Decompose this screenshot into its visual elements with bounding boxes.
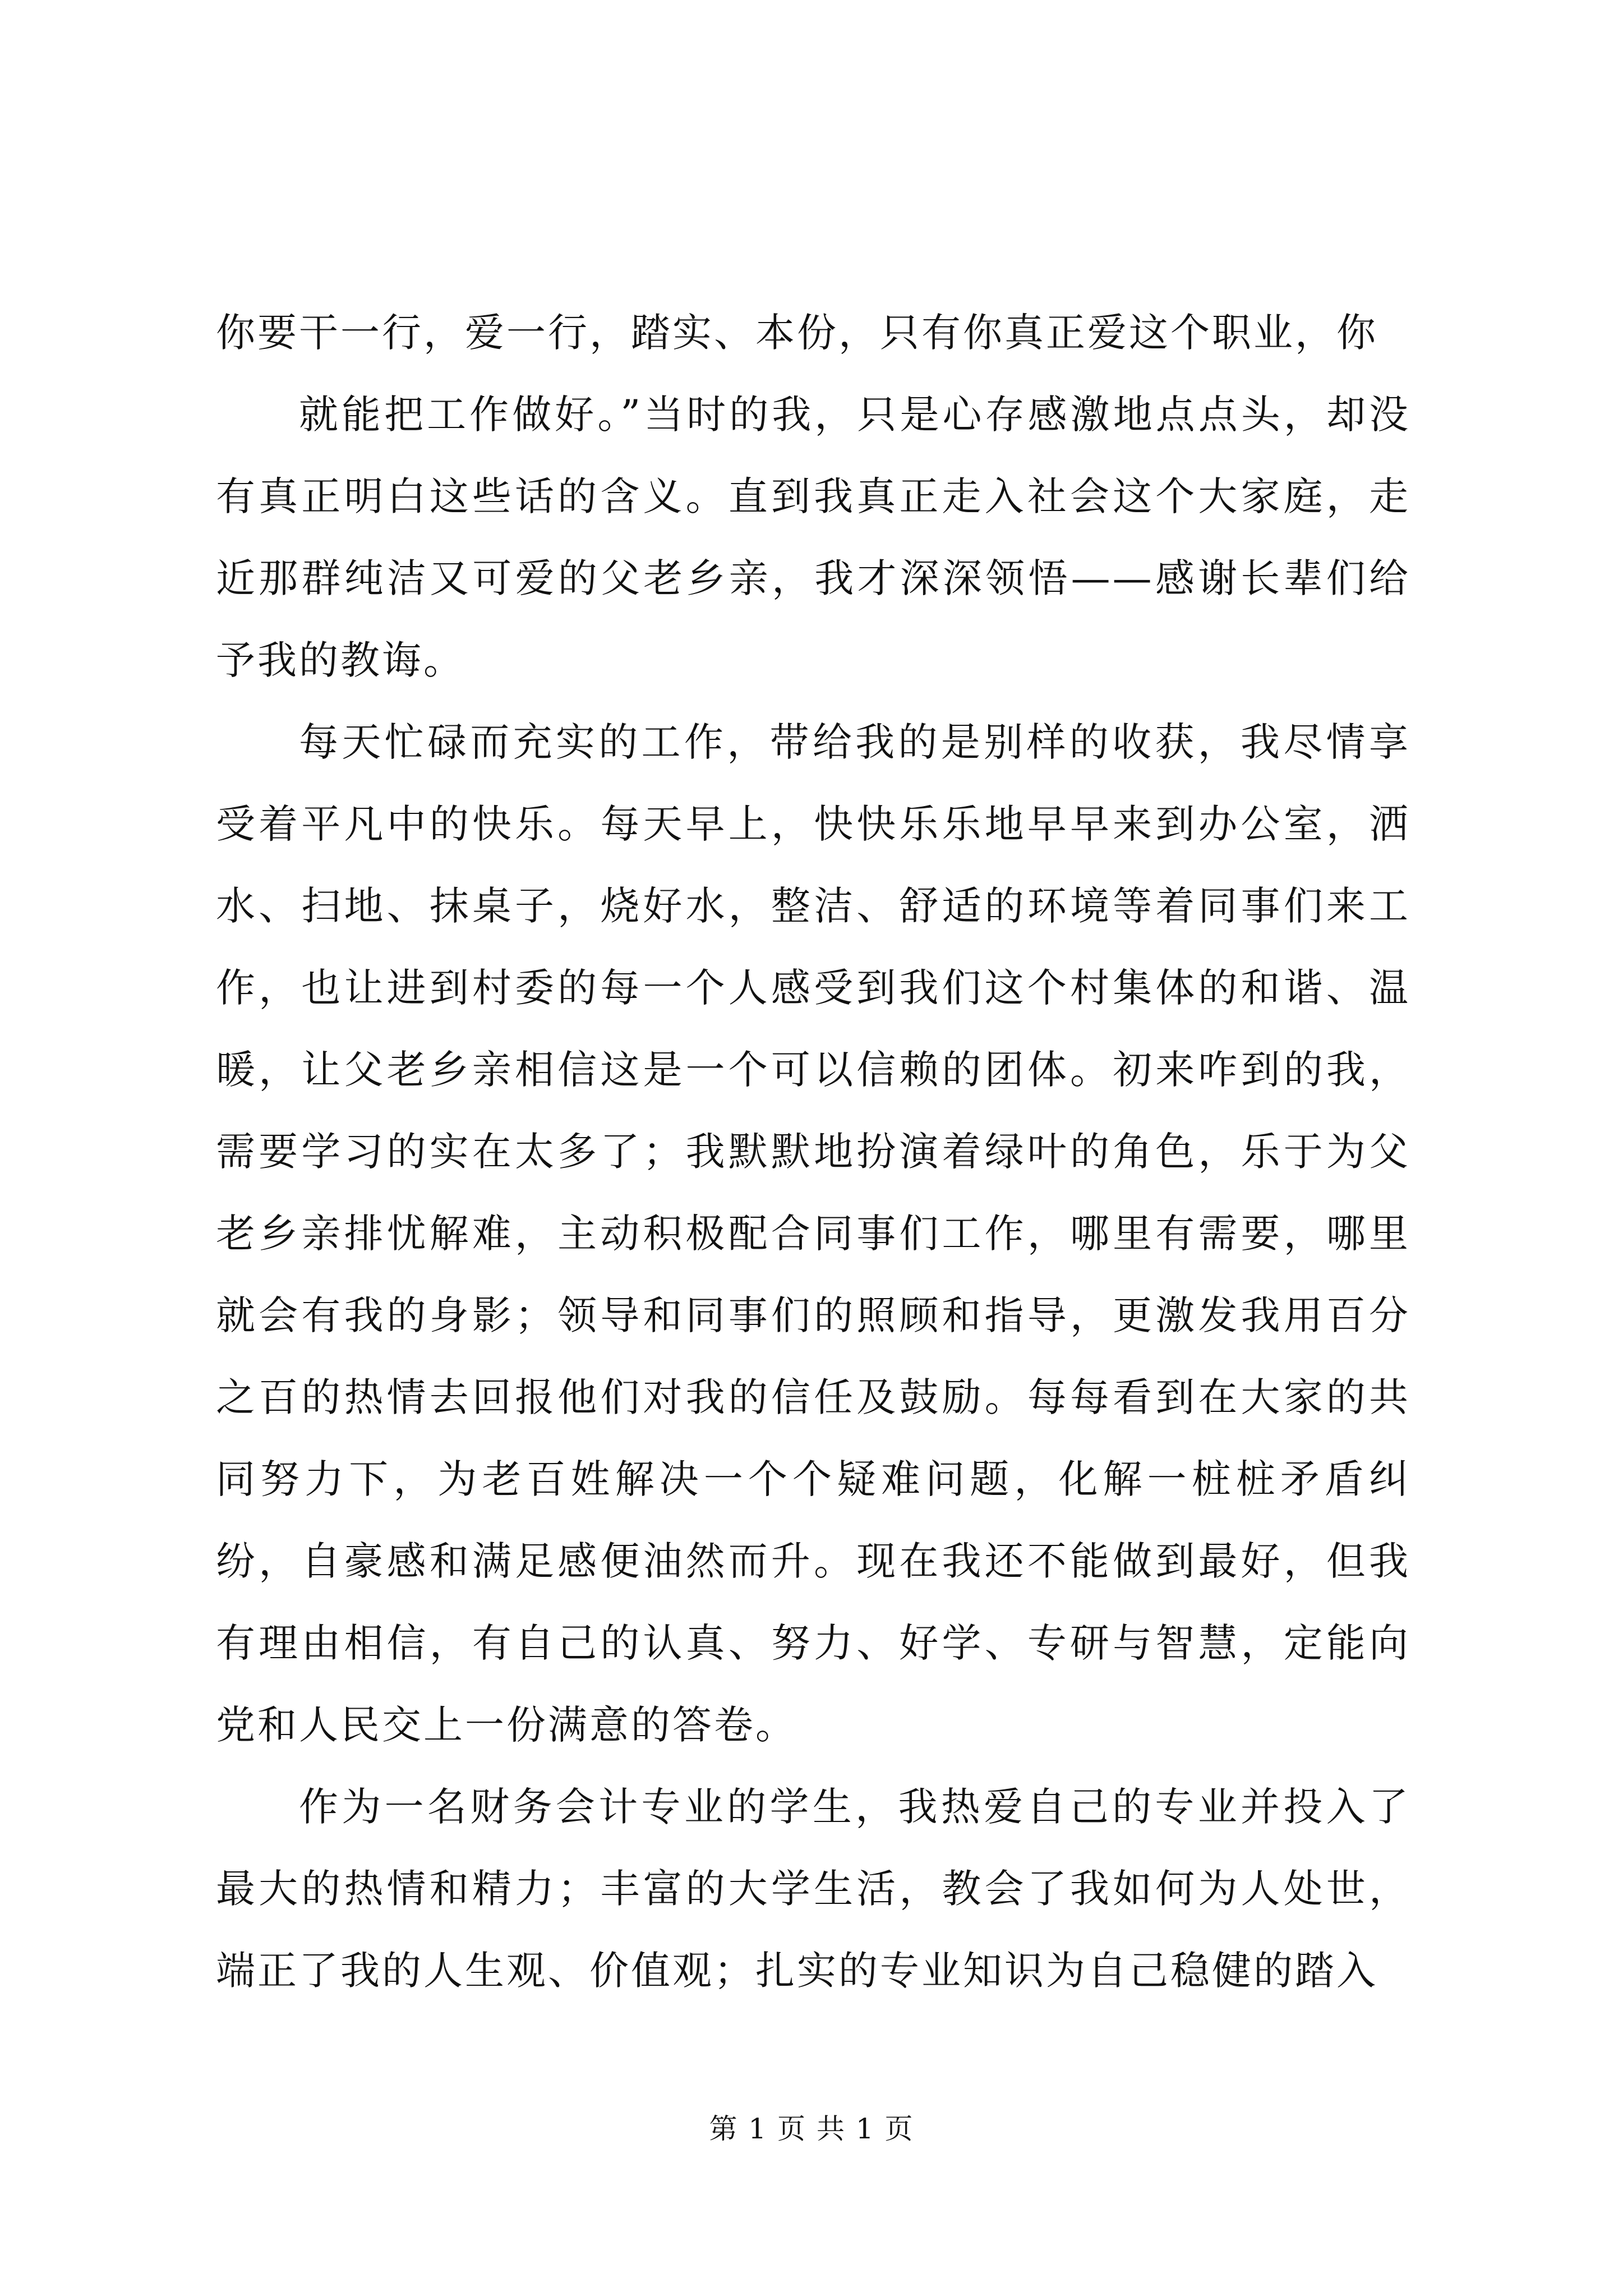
paragraph-4: 作为一名财务会计专业的学生，我热爱自己的专业并投入了最大的热情和精力；丰富的大学生活，教会了我如何为人处世，端正了我的人生观、价值观；扎实的专业知识为自己稳健的踏入 (216, 1784, 1410, 1994)
page-footer: 第 1 页 共 1 页 (709, 2113, 914, 2145)
paragraph-2: 就能把工作做好。”当时的我，只是心存感激地点点头，却没有真正明白这些话的含义。直到我真正走入社会这个大家庭，走近那群纯洁又可爱的父老乡亲，我才深深领悟——感谢长辈们给予我的教诲。 (216, 392, 1410, 683)
paragraph-3: 每天忙碌而充实的工作，带给我的是别样的收获，我尽情享受着平凡中的快乐。每天早上，快快乐乐地早早来到办公室，洒水、扫地、抹桌子，烧好水，整洁、舒适的环境等着同事们来工作，也让进到村委的每一个人感受到我们这个村集体的和谐、温暖，让父老乡亲相信这是一个可以信赖的团体。初来咋到的我，需要学习的实在太多了；我默默地扮演着绿叶的角色，乐于为父老乡亲排忧解难，主动积极配合同事们工作，哪里有需要，哪里就会有我的身影；领导和同事们的照顾和指导，更激发我用百分之百的热情去回报他们对我的信任及鼓励。每每看到在大家的共同努力下，为老百姓解决一个个疑难问题，化解一桩桩矛盾纠纷，自豪感和满足感便油然而升。现在我还不能做到最好，但我有理由相信，有自己的认真、努力、好学、专研与智慧，定能向党和人民交上一份满意的答卷。 (216, 719, 1410, 1748)
document-body (216, 292, 1410, 2012)
paragraph-1: 你要干一行，爱一行，踏实、本份，只有你真正爱这个职业，你 (216, 310, 1378, 356)
